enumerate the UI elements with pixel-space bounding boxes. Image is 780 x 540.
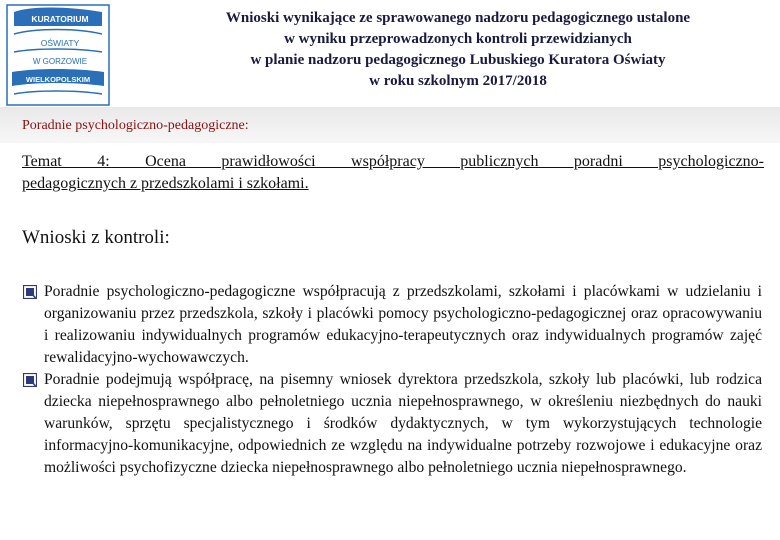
topic-line-1 [22, 151, 764, 173]
list-item-text: Poradnie psychologiczno-pedagogiczne współpracują z przedszkolami, szkołami i placówkami w udzielaniu i organizowaniu przez przedszkola, szkoły i placówki pomocy psychologiczno-pedagogicznej oraz opracowywaniu i realizowaniu indywidualnych programów edukacyjno-terapeutycznych oraz indywidualnych programów zajęć rewalidacyjno-wychowawczych. [44, 283, 762, 366]
checkbox-q-icon [23, 285, 37, 299]
topic-text-2: pedagogicznych z przedszkolami i szkołami. [22, 175, 309, 192]
section-label: Poradnie psychologiczno-pedagogiczne: [22, 118, 249, 133]
list-item-text: Poradnie podejmują współpracę, na pisemny wniosek dyrektora przedszkola, szkoły lub placówki, lub rodzica dziecka niepełnosprawnego albo pełnoletniego ucznia niepełnosprawnego, w określeniu niezbędnych do nauki warunków, sprzętu specjalistycznego i środków dydaktycznych, w tym wykorzystujących technologie informacyjno-komunikacyjne, odpowiednich ze względu na indywidualne potrzeby rozwojowe i edukacyjne oraz możliwości psychofizyczne dziecka niepełnosprawnego albo pełnoletniego ucznia niepełnosprawnego. [44, 371, 762, 476]
kuratorium-logo [6, 4, 110, 106]
topic-line-2 [22, 173, 309, 195]
conclusions-list [22, 281, 762, 479]
title-line-2: w wyniku przeprowadzonych kontroli przewidzianych [284, 31, 632, 47]
list-item [22, 281, 762, 369]
title-line-3: w planie nadzoru pedagogicznego Lubuskiego Kuratora Oświaty [250, 52, 666, 68]
logo-line-2: OŚWIATY [40, 38, 80, 48]
title-line-4: w roku szkolnym 2017/2018 [369, 73, 547, 89]
title-line-1: Wnioski wynikające ze sprawowanego nadzoru pedagogicznego ustalone [225, 10, 691, 26]
logo-line-4: WIELKOPOLSKIM [25, 75, 91, 84]
list-item [22, 369, 762, 479]
page-title [150, 8, 766, 92]
conclusions-heading: Wnioski z kontroli: [22, 227, 170, 248]
checkbox-q-icon [23, 373, 37, 387]
topic-text-1: Temat 4: Ocena prawidłowości współpracy publicznych poradni psychologiczno- [22, 153, 764, 170]
logo-line-3: W GORZOWIE [32, 57, 88, 66]
logo-line-1: KURATORIUM [31, 14, 89, 24]
